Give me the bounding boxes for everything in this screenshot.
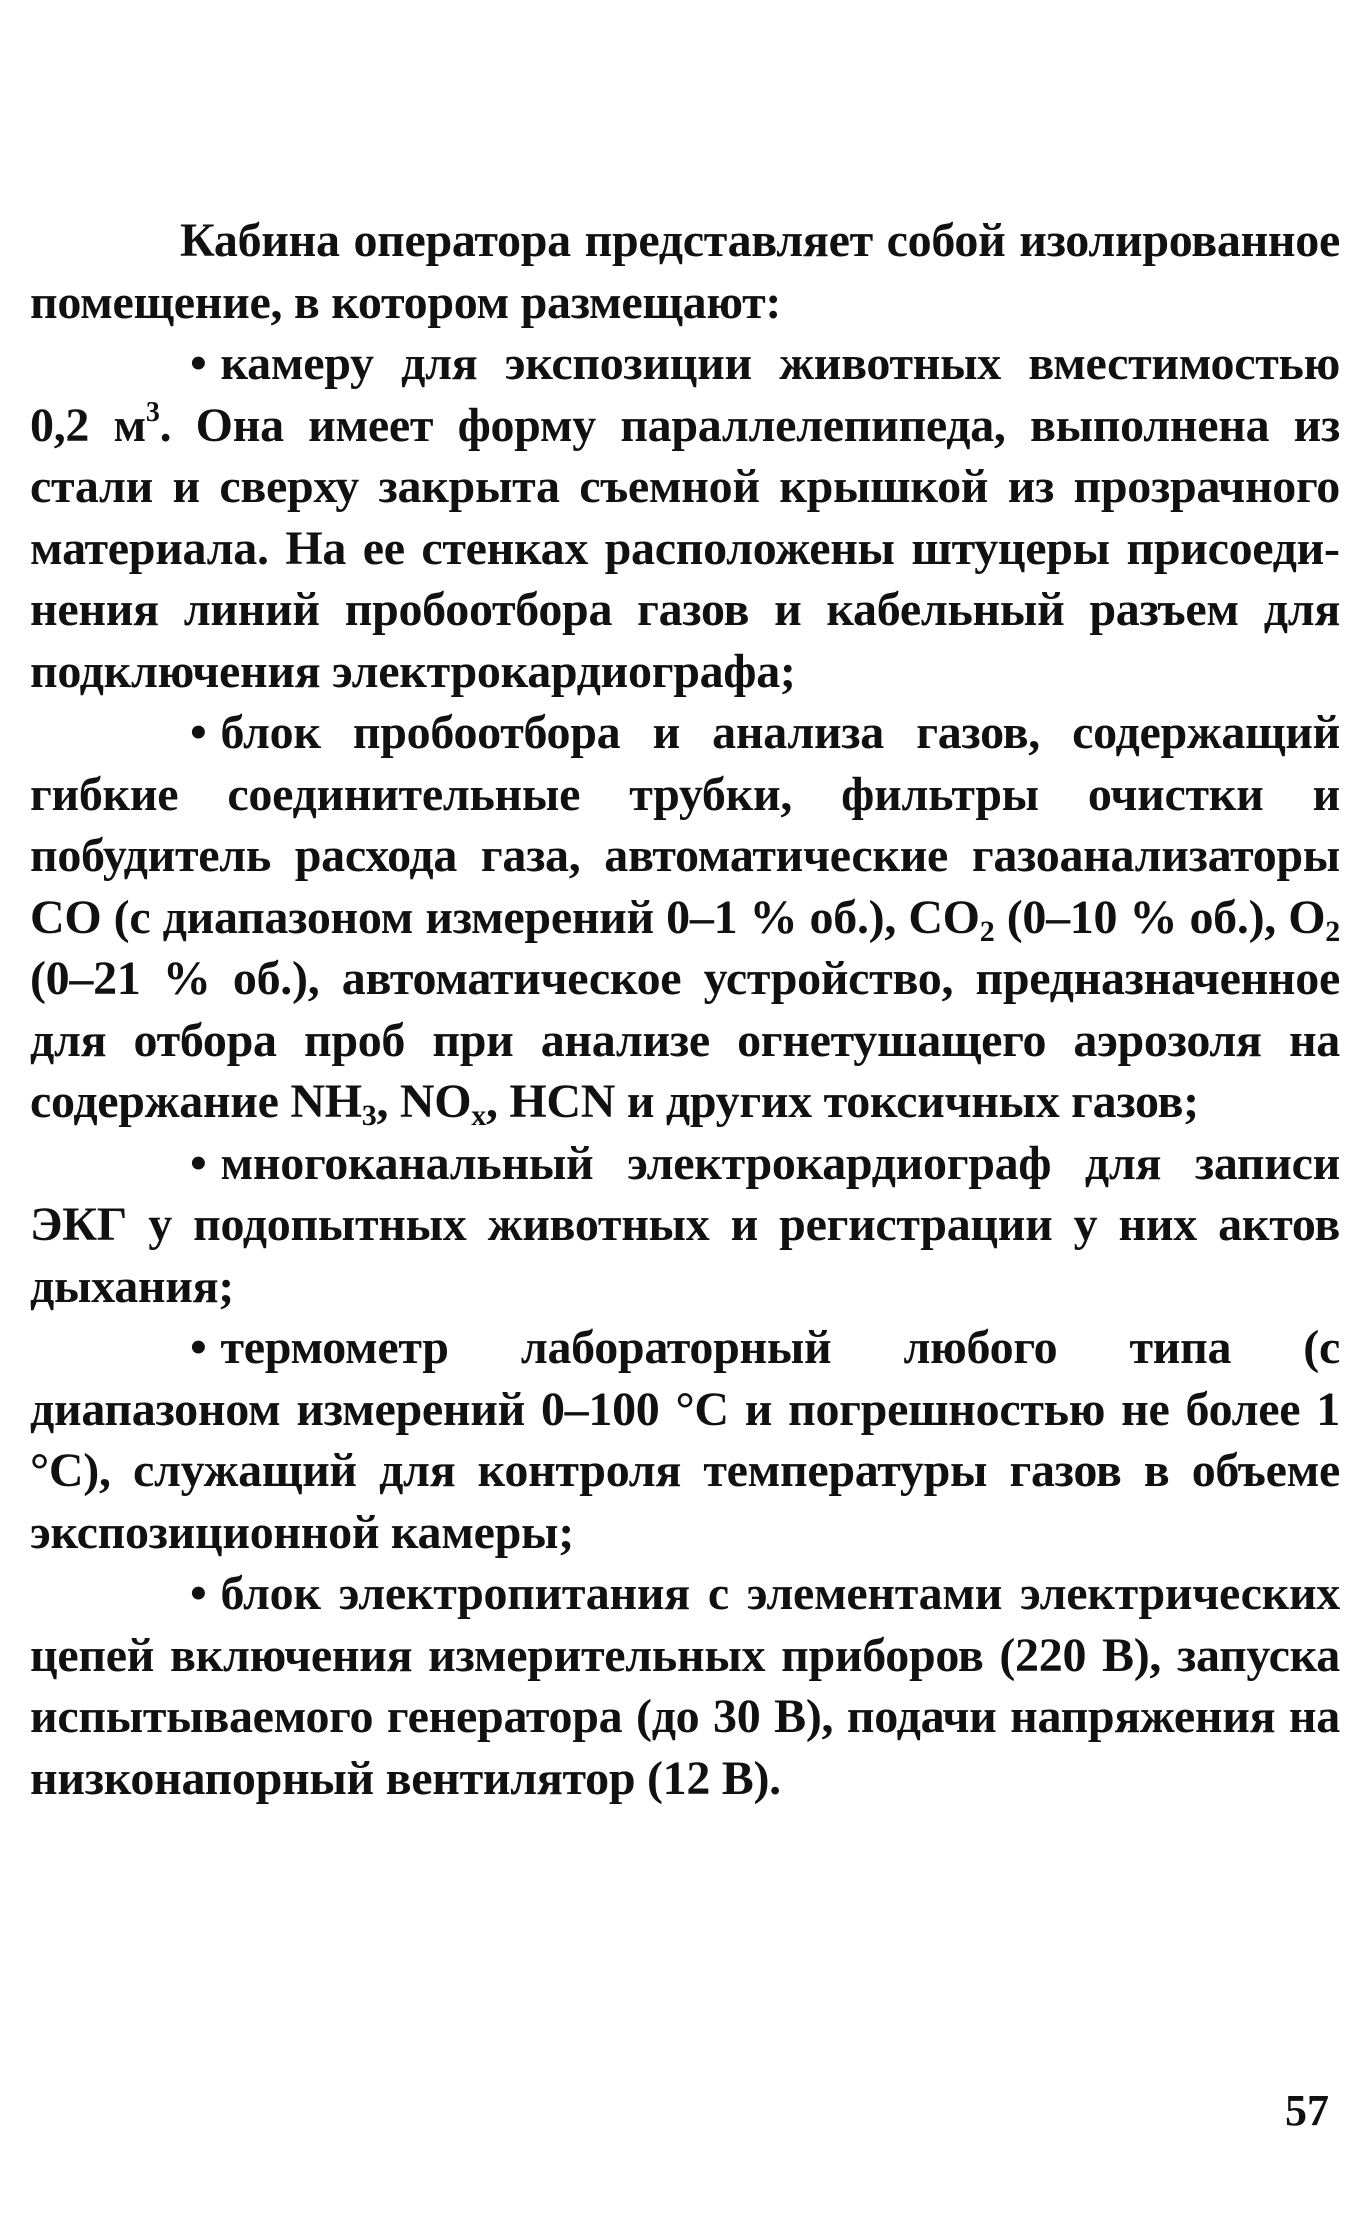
list-item-sampling	[30, 702, 1340, 1133]
list-item-power	[30, 1563, 1340, 1809]
ecg-text: многоканальный электрокардиограф для записи ЭКГ у подопытных животных и регистрации у них актов дыхания;	[30, 1136, 1340, 1313]
bullet-icon: •	[190, 1567, 207, 1620]
bullet-icon: •	[190, 706, 207, 759]
sampling-text-d: , NO	[376, 1075, 472, 1128]
power-text: блок электропитания с элементами электрических цепей включения измерительных приборов (220 В), запуска испытываемого генератора (до 30 В), подачи напряжения на низконапорный вентилятор (12 В).	[30, 1567, 1340, 1805]
sampling-text-e: , HCN и других токсичных газов;	[485, 1075, 1199, 1128]
sampling-text-b: (0–10 % об.), О	[994, 890, 1326, 944]
list-item-chamber	[30, 333, 1340, 702]
list-item-thermometer	[30, 1317, 1340, 1563]
nox-subscript: x	[471, 1099, 486, 1132]
bullet-icon: •	[190, 1321, 207, 1374]
bullet-icon: •	[190, 1136, 207, 1190]
page-number: 57	[1285, 2086, 1329, 2135]
sampling-text-c: (0–21 % об.), автоматическое устройство, предназначенное для отбора проб при анализе огнетушащего аэрозоля на содержание NH	[30, 952, 1340, 1128]
co2-subscript: 2	[979, 914, 995, 948]
chamber-text-start: камеру для экспозиции животных вместимостью 0,2 м	[30, 337, 1340, 452]
cubic-superscript: 3	[145, 396, 160, 428]
bullet-icon: •	[190, 337, 207, 390]
sampling-text-a: блок пробоотбора и анализа газов, содержащий гибкие соединительные трубки, фильтры очистки и побудитель расхода газа, автоматические газоанализаторы СО (с диапазоном измерений 0–1 % об.), СО	[30, 706, 1340, 944]
chamber-text-end: . Она имеет форму параллелепипеда, выполнена из стали и сверху закрыта съемной крышкой из прозрачного материала. На ее стенках расположены штуцеры присоединения линий пробоотбора газов и кабельный разъем для подключения электрокардиографа;	[30, 398, 1340, 698]
intro-paragraph: Кабина оператора представляет собой изолированное помещение, в котором размещают:	[30, 214, 1340, 329]
o2-subscript: 2	[1325, 914, 1340, 948]
body-text	[30, 210, 1340, 1809]
list-item-ecg	[30, 1133, 1340, 1318]
nh3-subscript: 3	[361, 1099, 377, 1132]
thermometer-text: термометр лабораторный любого типа (с диапазоном измерений 0–100 °С и погрешностью не более 1 °С), служащий для контроля температуры газов в объеме экспозиционной камеры;	[30, 1321, 1340, 1559]
